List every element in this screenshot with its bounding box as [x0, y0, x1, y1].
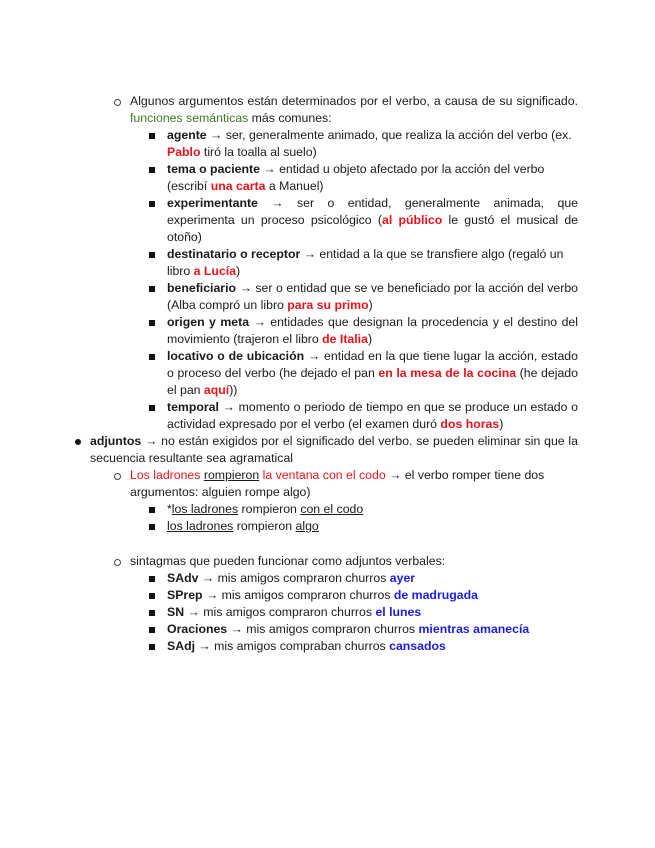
role-example: dos horas — [440, 417, 500, 431]
role-locativo — [167, 348, 578, 399]
intro-text-end: más comunes: — [248, 111, 332, 125]
sintagma-term: SN — [167, 605, 185, 619]
role-destinatario — [167, 246, 578, 280]
role-desc: → entidades que designan la procedencia y el destino del movimiento (trajeron el libro — [167, 315, 578, 346]
sintagma-term: SPrep — [167, 588, 203, 602]
ungrammatical-example — [167, 501, 578, 518]
square-bullet-icon — [149, 354, 155, 360]
role-temporal — [167, 399, 578, 433]
verb-text: rompieron — [233, 519, 296, 533]
sintagma-sadj — [167, 638, 578, 655]
square-bullet-icon — [149, 593, 155, 599]
sintagma-term: Oraciones — [167, 622, 228, 636]
role-agente — [167, 127, 578, 161]
underlined-subject: los ladrones — [167, 519, 234, 533]
sintagma-desc: → mis amigos compraron churros — [184, 605, 376, 619]
role-desc-end: ) — [499, 417, 504, 431]
example-red-2: la ventana con el codo — [259, 468, 386, 482]
sintagma-example: mientras amanecía — [418, 622, 530, 636]
role-example: de Italia — [322, 332, 368, 346]
role-desc: → entidad a la que se transfiere algo (regaló un libro — [167, 247, 564, 278]
role-example: para su primo — [287, 298, 369, 312]
intro-highlight: funciones semánticas — [130, 111, 249, 125]
role-desc-end: tiró la toalla al suelo) — [200, 145, 317, 159]
sintagma-desc: → mis amigos compraron churros — [202, 588, 394, 602]
sintagma-sprep — [167, 587, 578, 604]
sintagma-sn — [167, 604, 578, 621]
role-desc: → ser, generalmente animado, que realiza la acción del verbo (ex. — [206, 128, 572, 142]
role-desc-end: a Manuel) — [265, 179, 324, 193]
intro-text: Algunos argumentos están determinados por el verbo, a causa de su significado. — [130, 94, 578, 108]
sintagma-desc: → mis amigos compraron churros — [227, 622, 419, 636]
role-desc-end: ) — [368, 298, 373, 312]
square-bullet-icon — [149, 524, 155, 530]
role-desc-mid: (he dejado el pan — [167, 366, 578, 397]
role-desc: → entidad u objeto afectado por la acción del verbo (escribí — [167, 162, 545, 193]
example-explanation: → el verbo romper tiene dos argumentos: alguien rompe algo) — [130, 468, 545, 499]
square-bullet-icon — [149, 167, 155, 173]
square-bullet-icon — [149, 133, 155, 139]
hollow-circle-bullet-icon — [114, 559, 121, 566]
adjuntos-item — [90, 433, 578, 467]
role-desc: → ser o entidad, generalmente animada, que experimenta un proceso psicológico ( — [167, 196, 578, 227]
role-desc: → ser o entidad que se ve beneficiado por la acción del verbo (Alba compró un libro — [167, 281, 578, 312]
square-bullet-icon — [149, 201, 155, 207]
role-desc-end: le gustó el musical de otoño) — [167, 213, 579, 244]
role-example: a Lucía — [193, 264, 237, 278]
role-term: temporal — [167, 400, 219, 414]
role-example: al público — [382, 213, 443, 227]
square-bullet-icon — [149, 320, 155, 326]
sintagma-sadv — [167, 570, 578, 587]
asterisk-mark: * — [167, 502, 172, 516]
sintagmas-heading: sintagmas que pueden funcionar como adjuntos verbales: — [130, 554, 446, 568]
filled-dot-bullet-icon — [75, 439, 81, 445]
ladrones-example — [130, 467, 578, 501]
role-example: Pablo — [167, 145, 201, 159]
role-desc-end: )) — [229, 383, 238, 397]
role-example: en la mesa de la cocina — [378, 366, 517, 380]
role-beneficiario — [167, 280, 578, 314]
underlined-adjunct: con el codo — [300, 502, 364, 516]
square-bullet-icon — [149, 610, 155, 616]
role-term: beneficiario — [167, 281, 237, 295]
underlined-subject: los ladrones — [171, 502, 239, 516]
adjuntos-term: adjuntos — [90, 434, 142, 448]
role-example-2: aquí — [203, 383, 230, 397]
square-bullet-icon — [149, 627, 155, 633]
sintagma-term: SAdv — [167, 571, 199, 585]
role-term: tema o paciente — [167, 162, 260, 176]
square-bullet-icon — [149, 507, 155, 513]
sintagma-oraciones — [167, 621, 578, 638]
role-term: locativo o de ubicación — [167, 349, 305, 363]
role-term: agente — [167, 128, 207, 142]
role-example: una carta — [210, 179, 266, 193]
role-origen — [167, 314, 578, 348]
sintagma-term: SAdj — [167, 639, 196, 653]
underlined-object: algo — [295, 519, 319, 533]
square-bullet-icon — [149, 286, 155, 292]
hollow-circle-bullet-icon — [114, 473, 121, 480]
example-red-1: Los ladrones — [130, 468, 204, 482]
role-desc: → entidad en la que tiene lugar la acción, estado o proceso del verbo (he dejado el pan — [167, 349, 578, 380]
role-desc: → momento o periodo de tiempo en que se produce un estado o actividad expresado por el verbo (el examen duró — [167, 400, 578, 431]
sintagma-example: ayer — [389, 571, 416, 585]
role-term: experimentante — [167, 196, 258, 210]
verb-text: rompieron — [238, 502, 301, 516]
example-underlined-verb: rompieron — [203, 468, 260, 482]
hollow-circle-bullet-icon — [114, 99, 121, 106]
sintagma-desc: → mis amigos compraron churros — [198, 571, 390, 585]
square-bullet-icon — [149, 576, 155, 582]
square-bullet-icon — [149, 644, 155, 650]
role-desc-end: ) — [236, 264, 241, 278]
sintagma-example: el lunes — [375, 605, 422, 619]
grammatical-example — [167, 518, 578, 535]
role-term: origen y meta — [167, 315, 250, 329]
role-tema — [167, 161, 578, 195]
square-bullet-icon — [149, 405, 155, 411]
sintagma-example: de madrugada — [393, 588, 478, 602]
role-term: destinatario o receptor — [167, 247, 301, 261]
args-intro — [130, 93, 578, 127]
square-bullet-icon — [149, 252, 155, 258]
role-desc-end: ) — [367, 332, 373, 346]
role-experimentante — [167, 195, 578, 246]
adjuntos-desc: → no están exigidos por el significado del verbo. se pueden eliminar sin que la secuencia resultante sea agramatical — [90, 434, 578, 465]
sintagma-example: cansados — [389, 639, 446, 653]
sintagma-desc: → mis amigos compraban churros — [195, 639, 390, 653]
